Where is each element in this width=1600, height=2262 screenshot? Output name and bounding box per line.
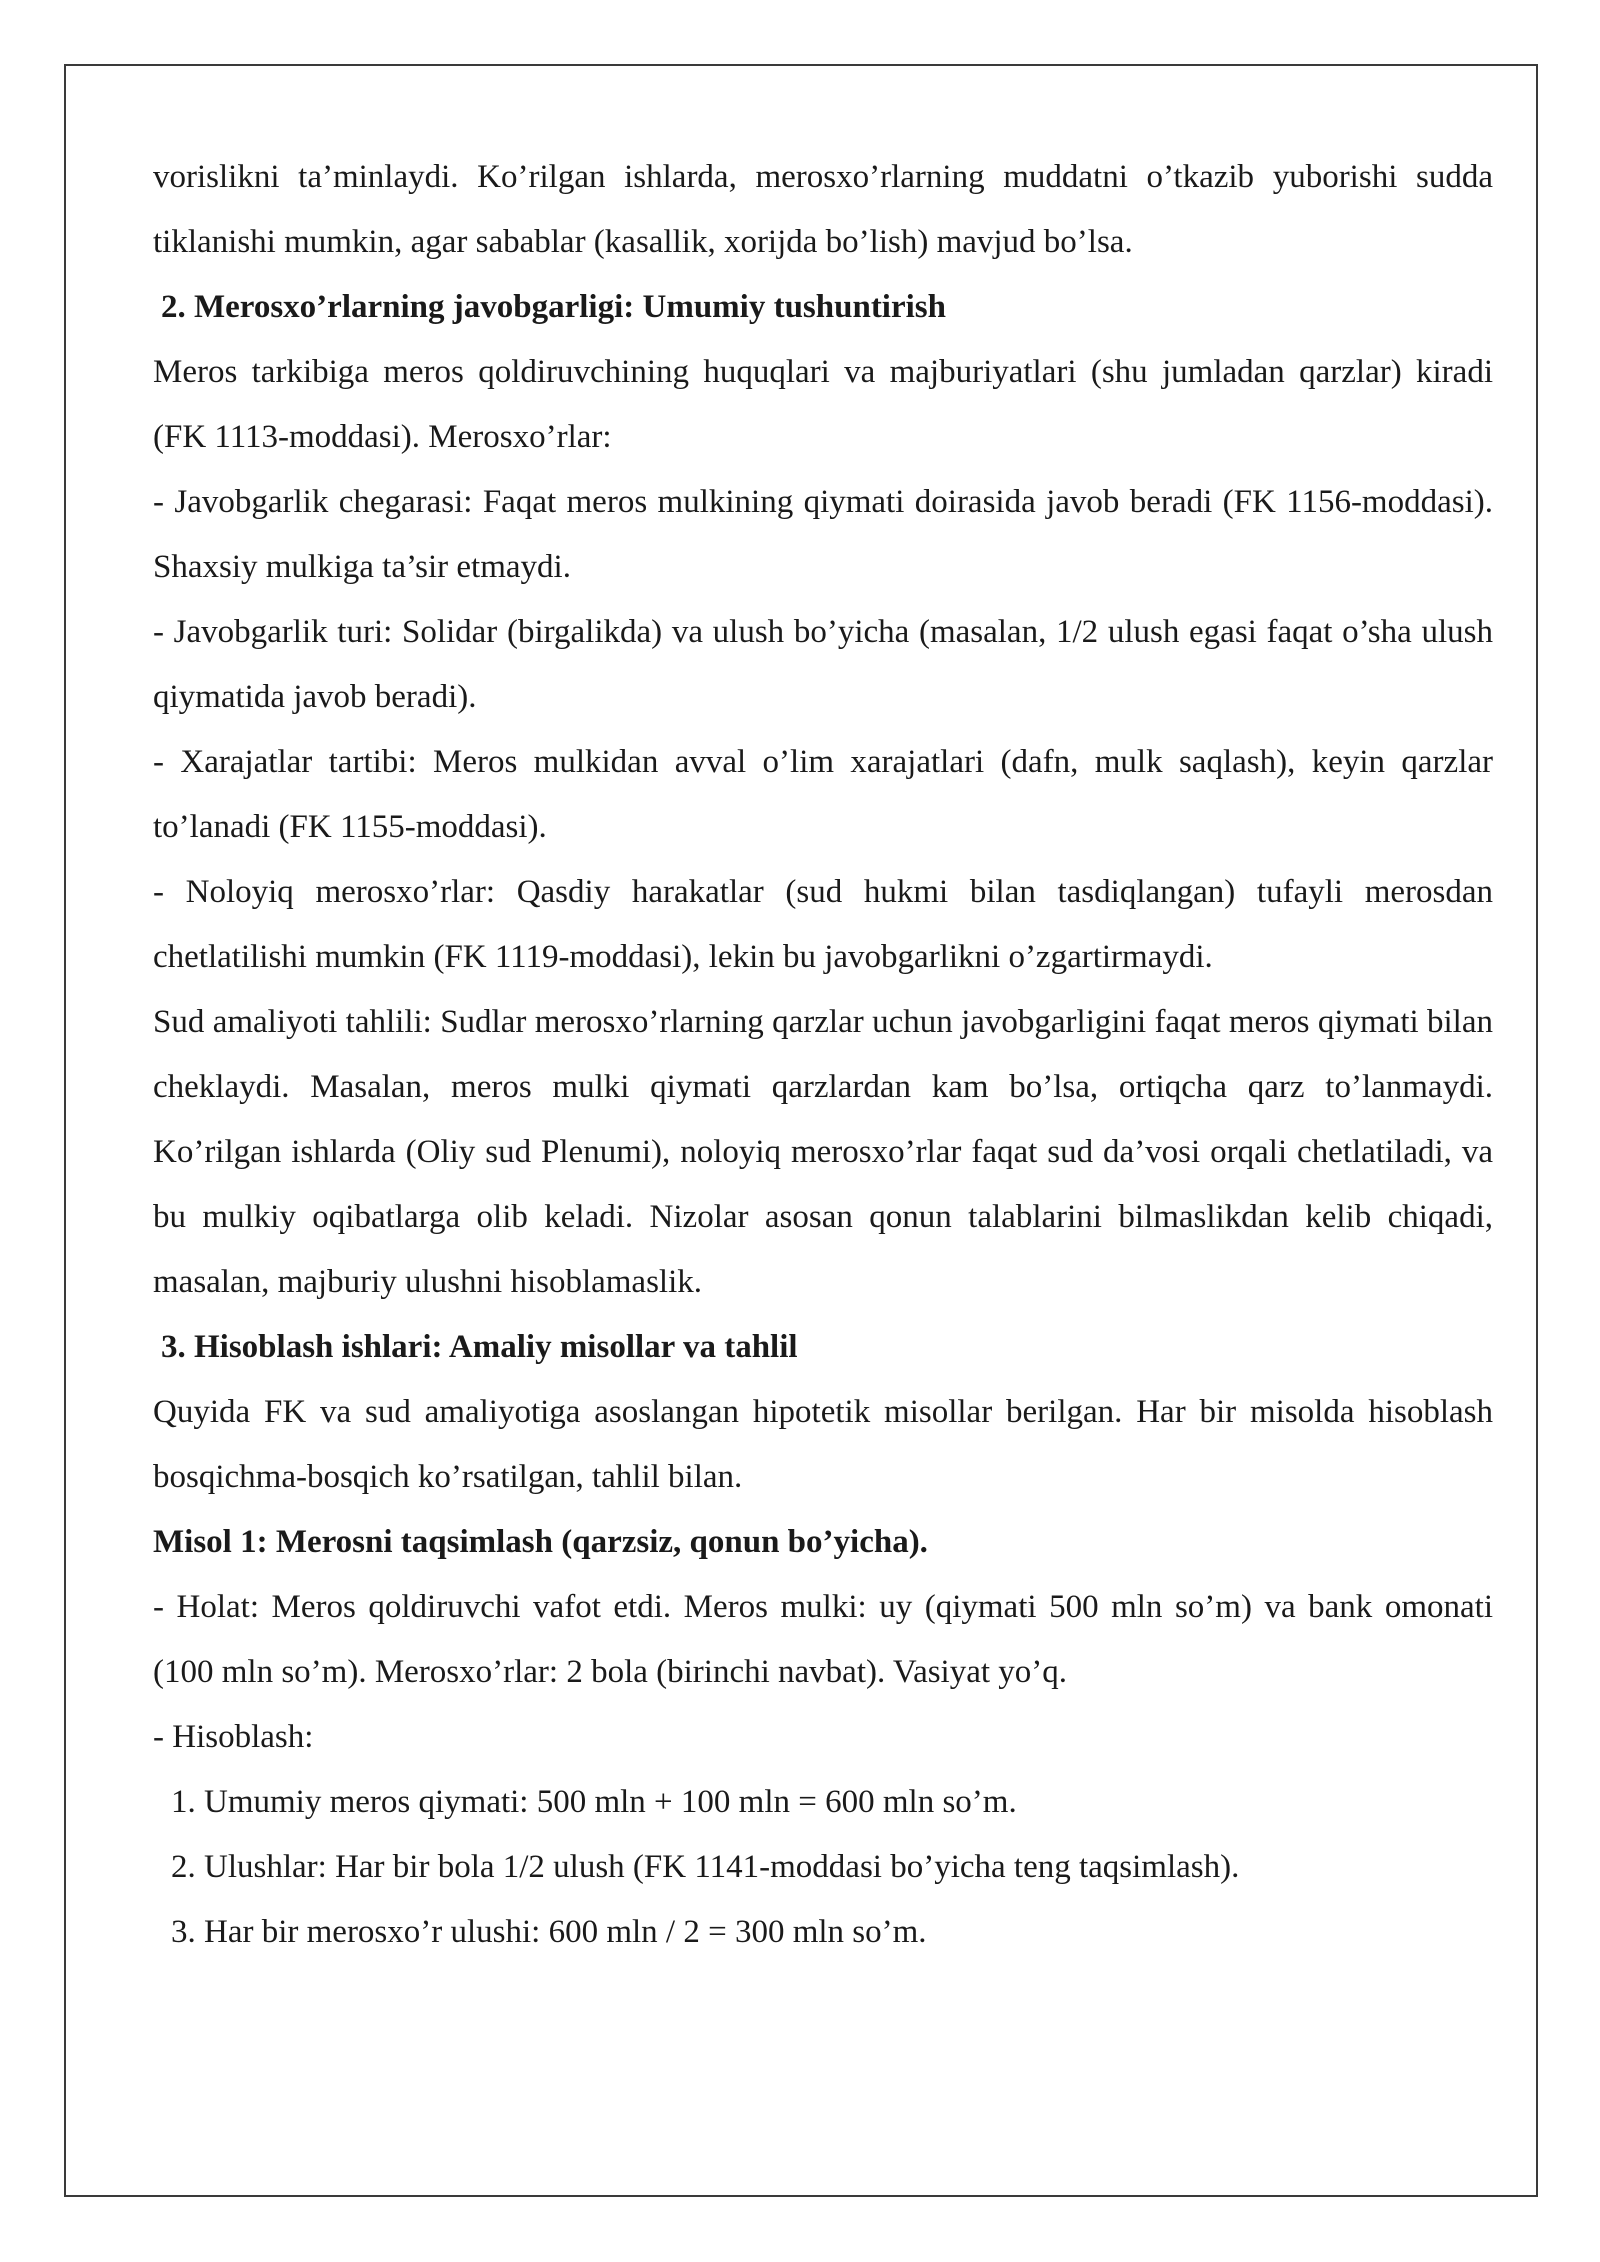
list-item-expense-order: - Xarajatlar tartibi: Meros mulkidan avval o’lim xarajatlari (dafn, mulk saqlash), keyin qarzlar to’lanadi (FK 1155-moddasi). bbox=[153, 744, 1493, 845]
calculation-step-3: 3. Har bir merosxo’r ulushi: 600 mln / 2 = 300 mln so’m. bbox=[171, 1914, 927, 1950]
list-item-liability-limit: - Javobgarlik chegarasi: Faqat meros mulkining qiymati doirasida javob beradi (FK 1156-moddasi). Shaxsiy mulkiga ta’sir etmaydi. bbox=[153, 484, 1493, 585]
paragraph-court-practice-analysis: Sud amaliyoti tahlili: Sudlar merosxo’rlarning qarzlar uchun javobgarligini faqat meros qiymati bilan cheklaydi. Masalan, meros mulki qiymati qarzlardan kam bo’lsa, ortiqcha qarz to’lanmaydi. Ko’rilgan ishlarda (Oliy sud Plenumi), noloyiq merosxo’rlar faqat sud da’vosi orqali chetlatiladi, va bu mulkiy oqibatlarga olib keladi. Nizolar asosan qonun talablarini bilmaslikdan kelib chiqadi, masalan, majburiy ulushni hisoblamaslik. bbox=[153, 1004, 1493, 1300]
calculation-step-1: 1. Umumiy meros qiymati: 500 mln + 100 mln = 600 mln so’m. bbox=[171, 1784, 1017, 1820]
list-item-liability-type: - Javobgarlik turi: Solidar (birgalikda) va ulush bo’yicha (masalan, 1/2 ulush egasi faqat o’sha ulush qiymatida javob beradi). bbox=[153, 614, 1493, 715]
example-1-calculation-label: - Hisoblash: bbox=[153, 1719, 314, 1755]
section-heading-heirs-liability: 2. Merosxo’rlarning javobgarligi: Umumiy tushuntirish bbox=[161, 289, 946, 325]
paragraph-estate-composition: Meros tarkibiga meros qoldiruvchining huquqlari va majburiyatlari (shu jumladan qarzlar) kiradi (FK 1113-moddasi). Merosxo’rlar: bbox=[153, 354, 1493, 455]
list-item-unworthy-heirs: - Noloyiq merosxo’rlar: Qasdiy harakatlar (sud hukmi bilan tasdiqlangan) tufayli merosdan chetlatilishi mumkin (FK 1119-moddasi), lekin bu javobgarlikni o’zgartirmaydi. bbox=[153, 874, 1493, 975]
calculation-step-2: 2. Ulushlar: Har bir bola 1/2 ulush (FK 1141-moddasi bo’yicha teng taqsimlash). bbox=[171, 1849, 1240, 1885]
document-body bbox=[153, 145, 1493, 1965]
example-1-situation: - Holat: Meros qoldiruvchi vafot etdi. Meros mulki: uy (qiymati 500 mln so’m) va bank omonati (100 mln so’m). Merosxo’rlar: 2 bola (birinchi navbat). Vasiyat yo’q. bbox=[153, 1589, 1493, 1690]
paragraph-examples-intro: Quyida FK va sud amaliyotiga asoslangan hipotetik misollar berilgan. Har bir misolda hisoblash bosqichma-bosqich ko’rsatilgan, tahlil bilan. bbox=[153, 1394, 1493, 1495]
paragraph-succession-continuation: vorislikni ta’minlaydi. Ko’rilgan ishlarda, merosxo’rlarning muddatni o’tkazib yuborishi sudda tiklanishi mumkin, agar sabablar (kasallik, xorijda bo’lish) mavjud bo’lsa. bbox=[153, 159, 1493, 260]
example-1-heading: Misol 1: Merosni taqsimlash (qarzsiz, qonun bo’yicha). bbox=[153, 1524, 928, 1560]
section-heading-calculations: 3. Hisoblash ishlari: Amaliy misollar va tahlil bbox=[161, 1329, 798, 1365]
